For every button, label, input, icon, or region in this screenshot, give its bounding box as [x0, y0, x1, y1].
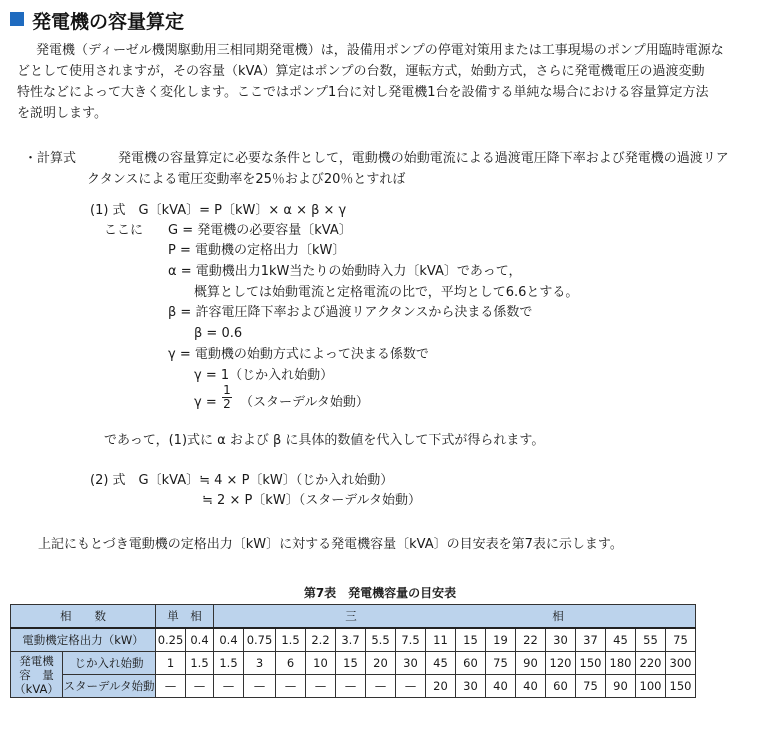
- table-row-kw: [11, 628, 696, 652]
- intro-line: を説明します。: [17, 106, 107, 121]
- formula1-def: α = 電動機出力1kW当たりの始動時入力〔kVA〕であって，: [168, 264, 522, 279]
- formula1-def: γ = 電動機の始動方式によって決まる係数で: [168, 347, 429, 362]
- table-cell: 75: [576, 675, 606, 698]
- table-cell: 150: [576, 652, 606, 675]
- calc-label: ・計算式: [24, 151, 77, 166]
- table-cell: 1.5: [276, 628, 306, 652]
- table-cell: —: [186, 675, 214, 698]
- table-cell: 10: [306, 652, 336, 675]
- table-cell: 55: [636, 628, 666, 652]
- table-cell: 40: [516, 675, 546, 698]
- intro-line: 発電機（ディーゼル機関駆動用三相同期発電機）は，設備用ポンプの停電対策用または工事現場のポンプ用臨時電源な: [36, 43, 724, 58]
- table-cell: 30: [456, 675, 486, 698]
- table-cell: —: [306, 675, 336, 698]
- table-cell: 6: [276, 652, 306, 675]
- table-header-row: [11, 605, 696, 629]
- table-cell: 45: [606, 628, 636, 652]
- table-cell: 300: [666, 652, 696, 675]
- table-cell: 45: [426, 652, 456, 675]
- phase-header: 相 数: [11, 605, 156, 629]
- gen-label-line: （kVA）: [14, 681, 59, 696]
- summary-text: 上記にもとづき電動機の定格出力〔kW〕に対する発電機容量〔kVA〕の目安表を第7表に示します。: [38, 537, 623, 552]
- capacity-table: [10, 604, 696, 698]
- table-cell: 5.5: [366, 628, 396, 652]
- table-cell: 22: [516, 628, 546, 652]
- table-cell: 15: [456, 628, 486, 652]
- table-cell: 0.4: [214, 628, 244, 652]
- table-cell: 3.7: [336, 628, 366, 652]
- table-cell: 75: [666, 628, 696, 652]
- table-cell: 30: [396, 652, 426, 675]
- table-cell: —: [396, 675, 426, 698]
- stardelta-start-label: スターデルタ始動: [63, 675, 156, 698]
- formula1-def: P = 電動機の定格出力〔kW〕: [168, 243, 346, 258]
- formula1-def: G = 発電機の必要容量〔kVA〕: [168, 223, 352, 238]
- table-cell: 1: [156, 652, 186, 675]
- formula1-head: (1) 式 G〔kVA〕= P〔kW〕× α × β × γ: [90, 203, 347, 218]
- page-title: 発電機の容量算定: [32, 11, 185, 33]
- table-cell: 60: [456, 652, 486, 675]
- table-cell: 0.4: [186, 628, 214, 652]
- table-cell: 30: [546, 628, 576, 652]
- table-cell: 180: [606, 652, 636, 675]
- formula2-line: ≒ 2 × P〔kW〕（スターデルタ始動）: [202, 493, 422, 508]
- intro-line: どとして使用されますが，その容量（kVA）算定はポンプの台数，運転方式，始動方式，さらに発電機電圧の過渡変動: [17, 64, 705, 79]
- table-cell: —: [156, 675, 186, 698]
- formula1-def: β = 許容電圧降下率および過渡リアクタンスから決まる係数で: [168, 305, 533, 320]
- kw-row-label: 電動機定格出力（kW）: [11, 628, 156, 652]
- table-cell: 0.75: [244, 628, 276, 652]
- table-cell: 20: [426, 675, 456, 698]
- gamma2-numerator: 1: [223, 383, 231, 397]
- formula1-def: γ = 1（じか入れ始動）: [194, 368, 334, 383]
- formula1-koko: ここに: [104, 223, 144, 238]
- formula1-def: 概算としては始動電流と定格電流の比で，平均として6.6とする。: [194, 285, 579, 300]
- table-cell: 3: [244, 652, 276, 675]
- table-cell: 1.5: [214, 652, 244, 675]
- table-cell: 40: [486, 675, 516, 698]
- formula1-def: β = 0.6: [194, 326, 243, 341]
- table-cell: 15: [336, 652, 366, 675]
- table-cell: 37: [576, 628, 606, 652]
- direct-start-label: じか入れ始動: [63, 652, 156, 675]
- table-cell: 100: [636, 675, 666, 698]
- table-cell: —: [244, 675, 276, 698]
- table-cell: 90: [606, 675, 636, 698]
- gamma2-prefix: γ =: [194, 395, 217, 410]
- table-cell: 150: [666, 675, 696, 698]
- calc-line: 発電機の容量算定に必要な条件として，電動機の始動電流による過渡電圧降下率および発電機の過渡リア: [118, 151, 729, 166]
- title-square-icon: [10, 12, 24, 26]
- calc-line: クタンスによる電圧変動率を25％および20％とすれば: [87, 172, 406, 187]
- table-cell: 1.5: [186, 652, 214, 675]
- table-cell: 19: [486, 628, 516, 652]
- table-cell: 120: [546, 652, 576, 675]
- table-cell: 2.2: [306, 628, 336, 652]
- table-cell: 0.25: [156, 628, 186, 652]
- gen-capacity-label: [11, 652, 63, 698]
- formula2-line: (2) 式 G〔kVA〕≒ 4 × P〔kW〕（じか入れ始動）: [90, 473, 394, 488]
- gamma2-denominator: 2: [223, 397, 231, 411]
- table-cell: —: [336, 675, 366, 698]
- table-cell: 75: [486, 652, 516, 675]
- table-cell: 220: [636, 652, 666, 675]
- table-cell: 7.5: [396, 628, 426, 652]
- table-cell: 11: [426, 628, 456, 652]
- table-cell: 60: [546, 675, 576, 698]
- intro-line: 特性などによって大きく変化します。ここではポンプ1台に対し発電機1台を設備する単純な場合における容量算定方法: [17, 85, 709, 100]
- table-row-stardelta: [11, 675, 696, 698]
- gamma2-fraction: [222, 384, 232, 411]
- table-cell: 90: [516, 652, 546, 675]
- table-cell: 20: [366, 652, 396, 675]
- table-cell: —: [276, 675, 306, 698]
- table-cell: —: [214, 675, 244, 698]
- gen-label-line: 発電機: [19, 653, 54, 668]
- gen-label-line: 容 量: [19, 667, 54, 682]
- table-title: 第7表 発電機容量の目安表: [303, 586, 457, 600]
- gamma2-suffix: （スターデルタ始動）: [240, 395, 369, 410]
- table-row-direct: [11, 652, 696, 675]
- single-phase-header: 単 相: [156, 605, 214, 629]
- three-phase-header: 三 相: [214, 605, 696, 629]
- table-cell: —: [366, 675, 396, 698]
- bridge-text: であって，(1)式に α および β に具体的数値を代入して下式が得られます。: [104, 433, 545, 448]
